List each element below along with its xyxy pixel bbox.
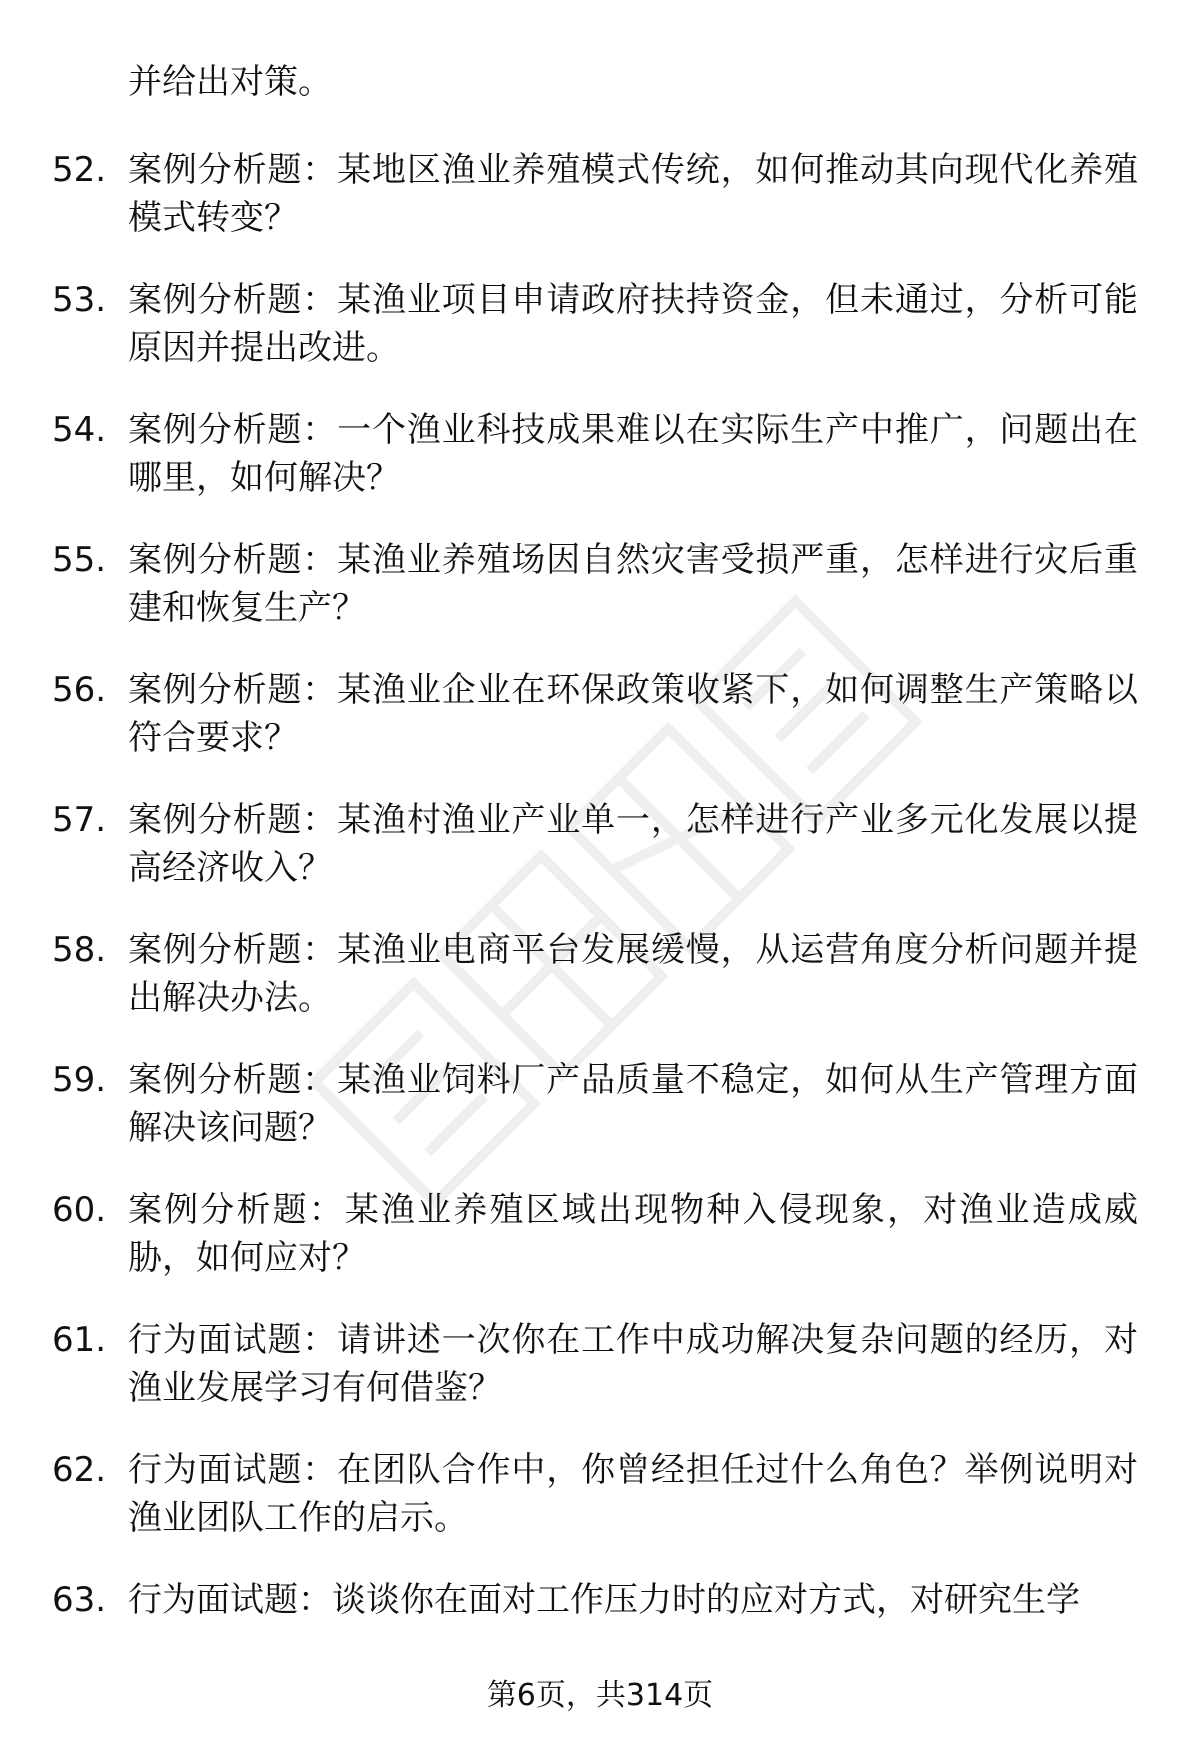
question-text: 案例分析题：某渔业企业在环保政策收紧下，如何调整生产策略以符合要求？ [128,670,1138,758]
question-item [0,1186,1200,1316]
question-list [0,146,1200,1706]
question-number: 52. [52,150,107,190]
question-item [0,536,1200,666]
question-text: 案例分析题：某渔业饲料厂产品质量不稳定，如何从生产管理方面解决该问题？ [128,1060,1138,1148]
question-item [0,666,1200,796]
question-text: 案例分析题：一个渔业科技成果难以在实际生产中推广，问题出在哪里，如何解决？ [128,410,1138,498]
question-text: 案例分析题：某渔业电商平台发展缓慢，从运营角度分析问题并提出解决办法。 [128,930,1138,1018]
question-text: 案例分析题：某渔业养殖场因自然灾害受损严重，怎样进行灾后重建和恢复生产？ [128,540,1138,628]
question-text: 案例分析题：某渔村渔业产业单一，怎样进行产业多元化发展以提高经济收入？ [128,800,1138,888]
question-item [0,406,1200,536]
question-number: 61. [52,1320,107,1360]
question-number: 63. [52,1580,107,1620]
question-number: 59. [52,1060,107,1100]
continuation-text: 并给出对策。 [128,62,332,102]
question-item [0,1316,1200,1446]
question-number: 56. [52,670,107,710]
question-text: 案例分析题：某地区渔业养殖模式传统，如何推动其向现代化养殖模式转变？ [128,150,1138,238]
question-text: 行为面试题：谈谈你在面对工作压力时的应对方式，对研究生学 [128,1580,1080,1620]
question-number: 55. [52,540,107,580]
question-number: 60. [52,1190,107,1230]
question-number: 62. [52,1450,107,1490]
question-item [0,796,1200,926]
question-number: 54. [52,410,107,450]
question-text: 行为面试题：在团队合作中，你曾经担任过什么角色？举例说明对渔业团队工作的启示。 [128,1450,1138,1538]
question-item [0,146,1200,276]
question-item [0,1056,1200,1186]
question-number: 57. [52,800,107,840]
question-number: 58. [52,930,107,970]
question-item [0,1446,1200,1576]
page-footer: 第6页，共314页 [486,1678,714,1713]
question-item [0,276,1200,406]
question-text: 案例分析题：某渔业养殖区域出现物种入侵现象，对渔业造成威胁，如何应对？ [128,1190,1138,1278]
question-text: 案例分析题：某渔业项目申请政府扶持资金，但未通过，分析可能原因并提出改进。 [128,280,1138,368]
question-text: 行为面试题：请讲述一次你在工作中成功解决复杂问题的经历，对渔业发展学习有何借鉴？ [128,1320,1138,1408]
question-number: 53. [52,280,107,320]
question-item [0,926,1200,1056]
